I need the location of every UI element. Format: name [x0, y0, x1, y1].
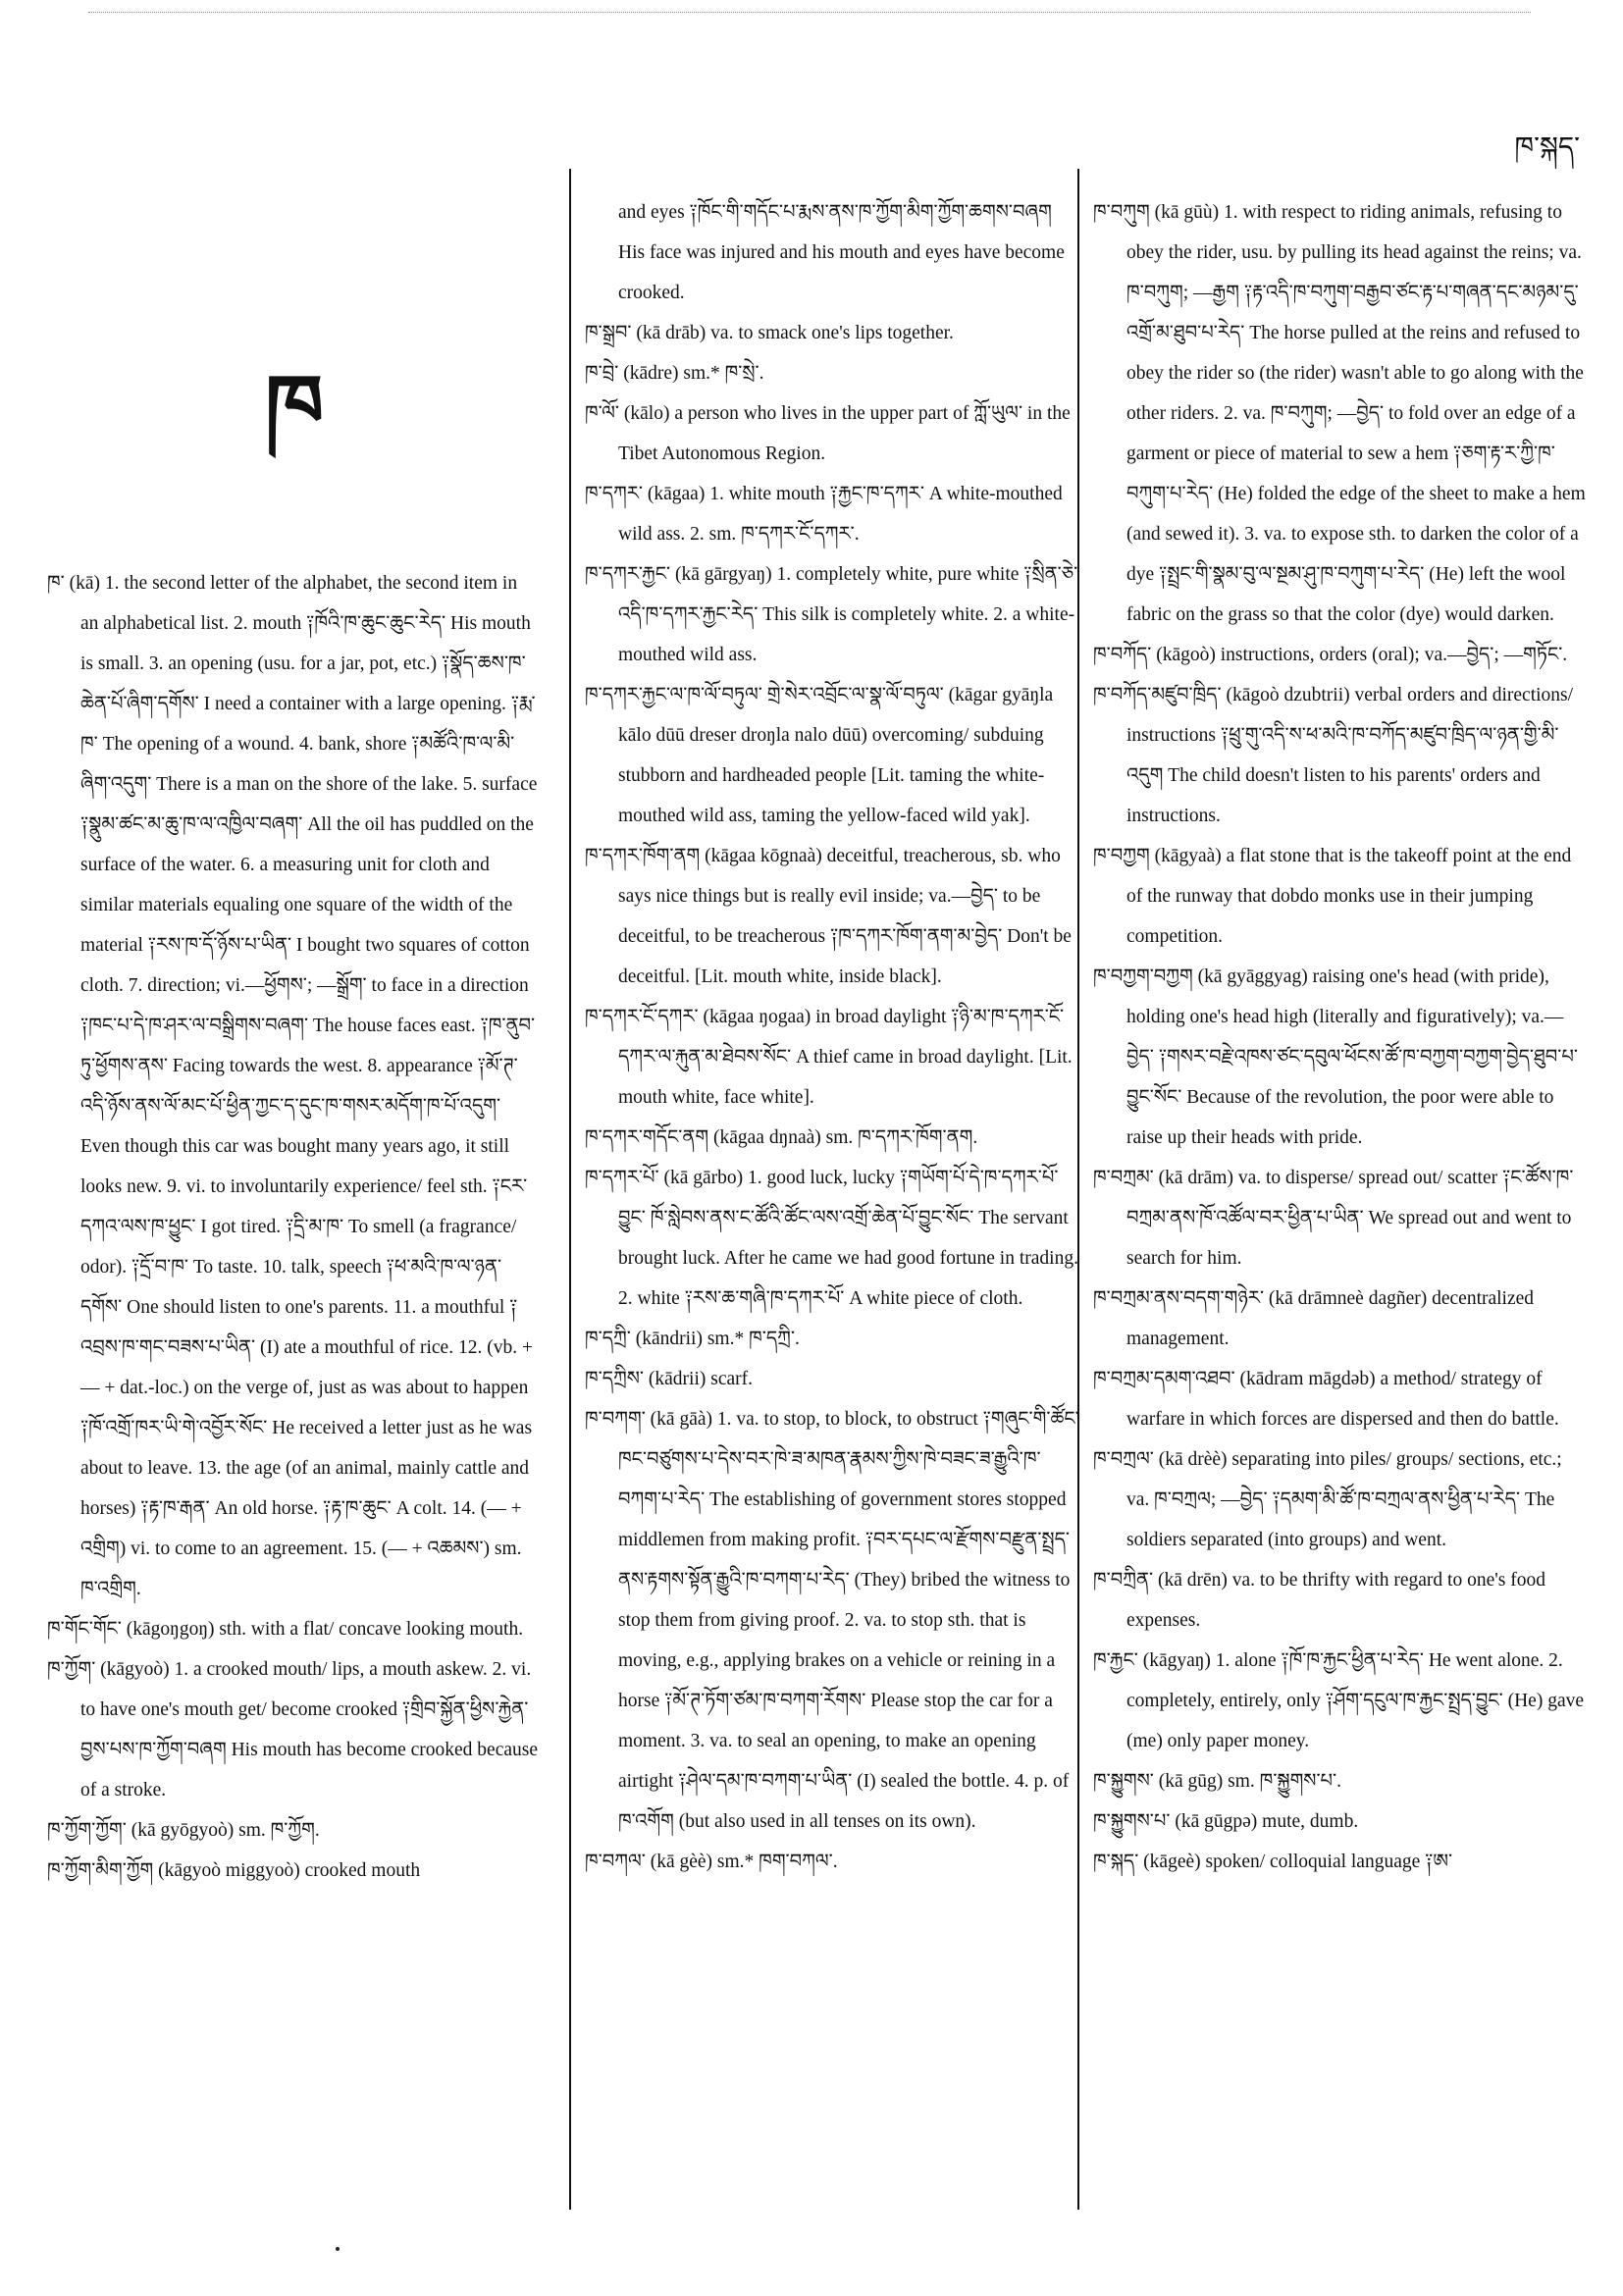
dictionary-entry: ཁ་ལོ་ (kālo) a person who lives in the upper part of ཀློ་ཡུལ་ in the Tibet Autonomous Region. [585, 403, 1071, 464]
section-letter: ཁ [265, 357, 325, 455]
dictionary-entry: ཁ་བཀྲམ་ (kā drām) va. to disperse/ spread out/ scatter ༑ང་ཚོས་ཁ་བཀྲམ་ནས་ཁོ་འཚོལ་བར་ཕྱིན་པ་ཡིན་ We spread out and went to search for him. [1093, 1168, 1574, 1269]
dictionary-entry: ཁ་བཀྱག་བཀྱག (kā gyāggyag) raising one's head (with pride), holding one's head high (literally and figuratively); va.—བྱེད་ ༑གསར་བརྗེ་འཁས་ཙང་དབུལ་ཕོངས་ཚོ་ཁ་བཀྱག་བཀྱག་བྱེད་ཐུབ་པ་བྱུང་སོང་ Because of the revolution, the poor were able to raise up their heads with pride. [1093, 966, 1578, 1148]
dictionary-entry: ཁ་སྒྲབ་ (kā drāb) va. to smack one's lips together. [585, 323, 954, 343]
dictionary-entry: ཁ་བྲེ་ (kādre) sm.* ཁ་སྲེ་. [585, 363, 764, 384]
dictionary-entry: ཁ་ཀྱོག་མིག་ཀྱོག (kāgyoò miggyoò) crooked mouth [47, 1860, 421, 1881]
dictionary-entry: ཁ་དཀར་པོ་ (kā gārbo) 1. good luck, lucky ༑གཡོག་པོ་དེ་ཁ་དཀར་པོ་བྱུང་ ཁོ་སླེབས་ནས་ང་ཚོའི་ཚོང་ལས་འགྲོ་ཆེན་པོ་བྱུང་སོང་ The servant brought luck. After he came we had good fortune in trading. 2. white ༑རས་ཆ་གཞི་ཁ་དཀར་པོ་ A white piece of cloth. [585, 1168, 1078, 1309]
dictionary-entry: ཁ་དཀར་གདོང་ནག (kāgaa dŋnaà) sm. ཁ་དཀར་ཁོག་ནག. [585, 1127, 978, 1148]
column-1 [47, 563, 538, 1891]
dictionary-entry: ཁ་དཀར་ངོ་དཀར་ (kāgaa ŋogaa) in broad daylight ༑ཉི་མ་ཁ་དཀར་ངོ་དཀར་ལ་རྐུན་མ་ཐེབས་སོང་ A thief came in broad daylight. [Lit. mouth white, face white]. [585, 1007, 1073, 1108]
column-2 [585, 192, 1081, 1882]
dictionary-entry: ཁ་བཀོད་མཛུབ་ཁྲིད་ (kāgoò dzubtrii) verbal orders and directions/ instructions ༑ཕྲུ་གུ་འདི་ས་ཕ་མའི་ཁ་བཀོད་མཛུབ་ཁྲིད་ལ་ཉན་གྱི་མི་འདུག The child doesn't listen to his parents' orders and instructions. [1093, 685, 1574, 826]
dictionary-entry: ཁ་ཀྱོག་ (kāgyoò) 1. a crooked mouth/ lips, a mouth askew. 2. vi. to have one's mouth get/ become crooked ༑གྲིབ་སྐྱོན་ཕྱིས་རྐྱེན་བྱས་པས་ཁ་ཀྱོག་བཞག His mouth has become crooked because of a stroke. [47, 1659, 539, 1800]
scan-artifact-line [88, 12, 1531, 13]
dictionary-entry: ཁ་གོང་གོང་ (kāgoŋgoŋ) sth. with a flat/ concave looking mouth. [47, 1619, 524, 1640]
dictionary-entry: ཁ་ (kā) 1. the second letter of the alphabet, the second item in an alphabetical list. 2. mouth ༑ཁོའི་ཁ་ཆུང་ཆུང་རེད་ His mouth is small. 3. an opening (usu. for a jar, pot, etc.) ༑སྣོད་ཆས་ཁ་ཆེན་པོ་ཞིག་དགོས་ I need a container with a large opening. ༑རྨ་ཁ་ The opening of a wound. 4. bank, shore ༑མཚོའི་ཁ་ལ་མི་ཞིག་འདུག་ There is a man on the shore of the lake. 5. surface ༑སྣུམ་ཚང་མ་ཆུ་ཁ་ལ་འཁྱིལ་བཞག་ All the oil has puddled on the surface of the water. 6. a measuring unit for cloth and similar materials equaling one square of the width of the material ༑རས་ཁ་དོ་ཉོས་པ་ཡིན་ I bought two squares of cotton cloth. 7. direction; vi.—ཕྱོགས་; —སྒྲོག་ to face in a direction ༑ཁང་པ་དེ་ཁ་ཤར་ལ་བསྒྲིགས་བཞག་ The house faces east. ༑ཁ་ནུབ་ཏུ་ཕྱོགས་ནས་ Facing towards the west. 8. appearance ༑མོ་ཊ་འདི་ཉོས་ནས་ལོ་མང་པོ་ཕྱིན་ཀྱང་ད་དུང་ཁ་གསར་མདོག་ཁ་པོ་འདུག་ Even though this car was bought many years ago, it still looks new. 9. vi. to involuntarily experience/ feel sth. ༑ངར་དཀའ་ལས་ཁ་ཕྱུང་ I got tired. ༑དྲི་མ་ཁ་ To smell (a fragrance/ odor). ༑དྲོ་བ་ཁ་ To taste. 10. talk, speech ༑ཕ་མའི་ཁ་ལ་ཉན་དགོས་ One should listen to one's parents. 11. a mouthful ༑འབྲས་ཁ་གང་བཟས་པ་ཡིན་ (I) ate a mouthful of rice. 12. (vb. + — + dat.-loc.) on the verge of, just as was about to happen ༑ཁོ་འགྲོ་ཁར་ཡི་གེ་འབྱོར་སོང་ He received a letter just as he was about to leave. 13. the age (of an animal, mainly cattle and horses) ༑རྟ་ཁ་རྒན་ An old horse. ༑རྟ་ཁ་ཆུང་ A colt. 14. (— + འགྲིག) vi. to come to an agreement. 15. (— + འཆམས་) sm. ཁ་འགྲིག. [47, 573, 538, 1599]
dictionary-entry: ཁ་བཀྲམ་ནས་བདག་གཉེར་ (kā drāmneè dagñer) decentralized management. [1093, 1288, 1535, 1349]
dictionary-entry: ཁ་དཀྲི་ (kāndrii) sm.* ཁ་དཀྲི་. [585, 1329, 800, 1349]
dictionary-entry: ཁ་བཀྲིན་ (kā drēn) va. to be thrifty with regard to one's food expenses. [1093, 1570, 1545, 1631]
dictionary-entry: ཁ་སྐྱུགས་པ་ (kā gūgpə) mute, dumb. [1093, 1811, 1359, 1832]
dictionary-entry: ཁ་སྐྱུགས་ (kā gūg) sm. ཁ་སྐྱུགས་པ་. [1093, 1771, 1342, 1792]
dictionary-entry: ཁ་བཀྲལ་ (kā drèè) separating into piles/ groups/ sections, etc.; va. ཁ་བཀྲལ; —བྱེད་ ༑དམག་མི་ཚོ་ཁ་བཀྲལ་ནས་ཕྱིན་པ་རེད་ The soldiers separated (into groups) and went. [1093, 1449, 1562, 1550]
dictionary-entry: ཁ་བཀོད་ (kāgoò) instructions, orders (oral); va.—བྱེད་; —གཏོང་. [1093, 645, 1568, 665]
dictionary-entry: ཁ་བཀུག (kā gūù) 1. with respect to riding animals, refusing to obey the rider, usu. by pulling its head against the reins; va. ཁ་བཀུག; —རྒྱག ༑རྟ་འདི་ཁ་བཀུག་བརྒྱབ་ཙང་རྟ་པ་གཞན་དང་མཉམ་དུ་འགྲོ་མ་ཐུབ་པ་རེད་ The horse pulled at the reins and refused to obey the rider so (the rider) wasn't able to go along with the other riders. 2. va. ཁ་བཀུག; —བྱེད་ to fold over an edge of a garment or piece of material to sew a hem ༑ཅག་རྟ་ར་ཀྱི་ཁ་བཀུག་པ་རེད་ (He) folded the edge of the sheet to make a hem (and sewed it). 3. va. to expose sth. to darken the color of a dye ༑སྤྲང་གི་སྣམ་བུ་ལ་སྔམ་ཤུ་ཁ་བཀུག་པ་རེད་ (He) left the wool fabric on the grass so that the color (dye) would darken. [1093, 202, 1586, 625]
dictionary-entry: ཁ་དཀར་རྐྱང་ (kā gārgyaŋ) 1. completely white, pure white ༑སྲིན་ཅེ་འདི་ཁ་དཀར་རྐྱང་རེད་ This silk is completely white. 2. a white-mouthed wild ass. [585, 564, 1078, 665]
dictionary-entry: ཁ་བཀྱག (kāgyaà) a flat stone that is the takeoff point at the end of the runway that dobdo monks use in their jumping competition. [1093, 846, 1572, 947]
dictionary-entry: ཁ་བཀྲམ་དམག་འཐབ་ (kādram māgdəb) a method/ strategy of warfare in which forces are dispersed and then do battle. [1093, 1369, 1559, 1430]
column-rule-left [569, 169, 571, 2210]
running-head: ཁ་སྐད་ [1514, 130, 1580, 163]
dictionary-entry-continued: and eyes ༑ཁོང་གི་གདོང་པ་རྨས་ནས་ཁ་ཀྱོག་མིག་ཀྱོག་ཆགས་བཞག His face was injured and his mouth and eyes have become crooked. [618, 202, 1065, 303]
dictionary-entry: ཁ་དཀྲིས་ (kādrii) scarf. [585, 1369, 754, 1389]
dictionary-entry: ཁ་དཀར་ཁོག་ནག (kāgaa kōgnaà) deceitful, treacherous, sb. who says nice things but is really evil inside; va.—བྱེད་ to be deceitful, to be treacherous ༑ཁ་དཀར་ཁོག་ནག་མ་བྱེད་ Don't be deceitful. [Lit. mouth white, inside black]. [585, 846, 1072, 987]
dictionary-entry: ཁ་ཀྱོག་ཀྱོག་ (kā gyōgyoò) sm. ཁ་ཀྱོག. [47, 1820, 320, 1841]
dictionary-entry: ཁ་དཀར་ (kāgaa) 1. white mouth ༑རྐྱང་ཁ་དཀར་ A white-mouthed wild ass. 2. sm. ཁ་དཀར་ངོ་དཀར་. [585, 484, 1063, 545]
dictionary-entry: ཁ་རྐྱང་ (kāgyaŋ) 1. alone ༑ཁོ་ཁ་རྐྱང་ཕྱིན་པ་རེད་ He went alone. 2. completely, entirely, only ༑ཤོག་དངུལ་ཁ་རྐྱང་སྤྲད་བྱུང་ (He) gave (me) only paper money. [1093, 1650, 1585, 1751]
dictionary-entry: ཁ་བཀག་ (kā gāà) 1. va. to stop, to block, to obstruct ༑གཞུང་གི་ཚོང་ཁང་བཙུགས་པ་དེས་བར་ཁེ་ཟ་མཁན་རྣམས་ཀྱིས་ཁེ་བཟང་ཟ་རྒྱུའི་ཁ་བཀག་པ་རེད་ The establishing of government stores stopped middlemen from making profit. ༑བར་དཔང་ལ་རྫོགས་བརྫུན་སྤྲད་ནས་རྟགས་སྟོན་རྒྱུའི་ཁ་བཀག་པ་རེད་ (They) bribed the witness to stop them from giving proof. 2. va. to stop sth. that is moving, e.g., applying brakes on a vehicle or reining in a horse ༑མོ་ཊ་ཏོག་ཙམ་ཁ་བཀག་རོགས་ Please stop the car for a moment. 3. va. to seal an opening, to make an opening airtight ༑ཤེལ་དམ་ཁ་བཀག་པ་ཡིན་ (I) sealed the bottle. 4. p. of ཁ་འགོག (but also used in all tenses on its own). [585, 1409, 1079, 1832]
column-3 [1093, 192, 1589, 1882]
dictionary-entry: ཁ་སྐད་ (kāgeè) spoken/ colloquial language ༑ཨ་ [1093, 1852, 1453, 1872]
scan-speck [336, 2247, 340, 2251]
dictionary-entry: ཁ་བཀལ་ (kā gèè) sm.* ཁག་བཀལ་. [585, 1852, 838, 1872]
dictionary-entry: ཁ་དཀར་རྐྱང་ལ་ཁ་ལོ་བཏུལ་ གྲེ་སེར་འབྲོང་ལ་སྣ་ལོ་བཏུལ་ (kāgar gyāŋla kālo dūū dreser droŋla nalo dūū) overcoming/ subduing stubborn and hardheaded people [Lit. taming the white-mouthed wild ass, taming the yellow-faced wild yak]. [585, 685, 1054, 826]
